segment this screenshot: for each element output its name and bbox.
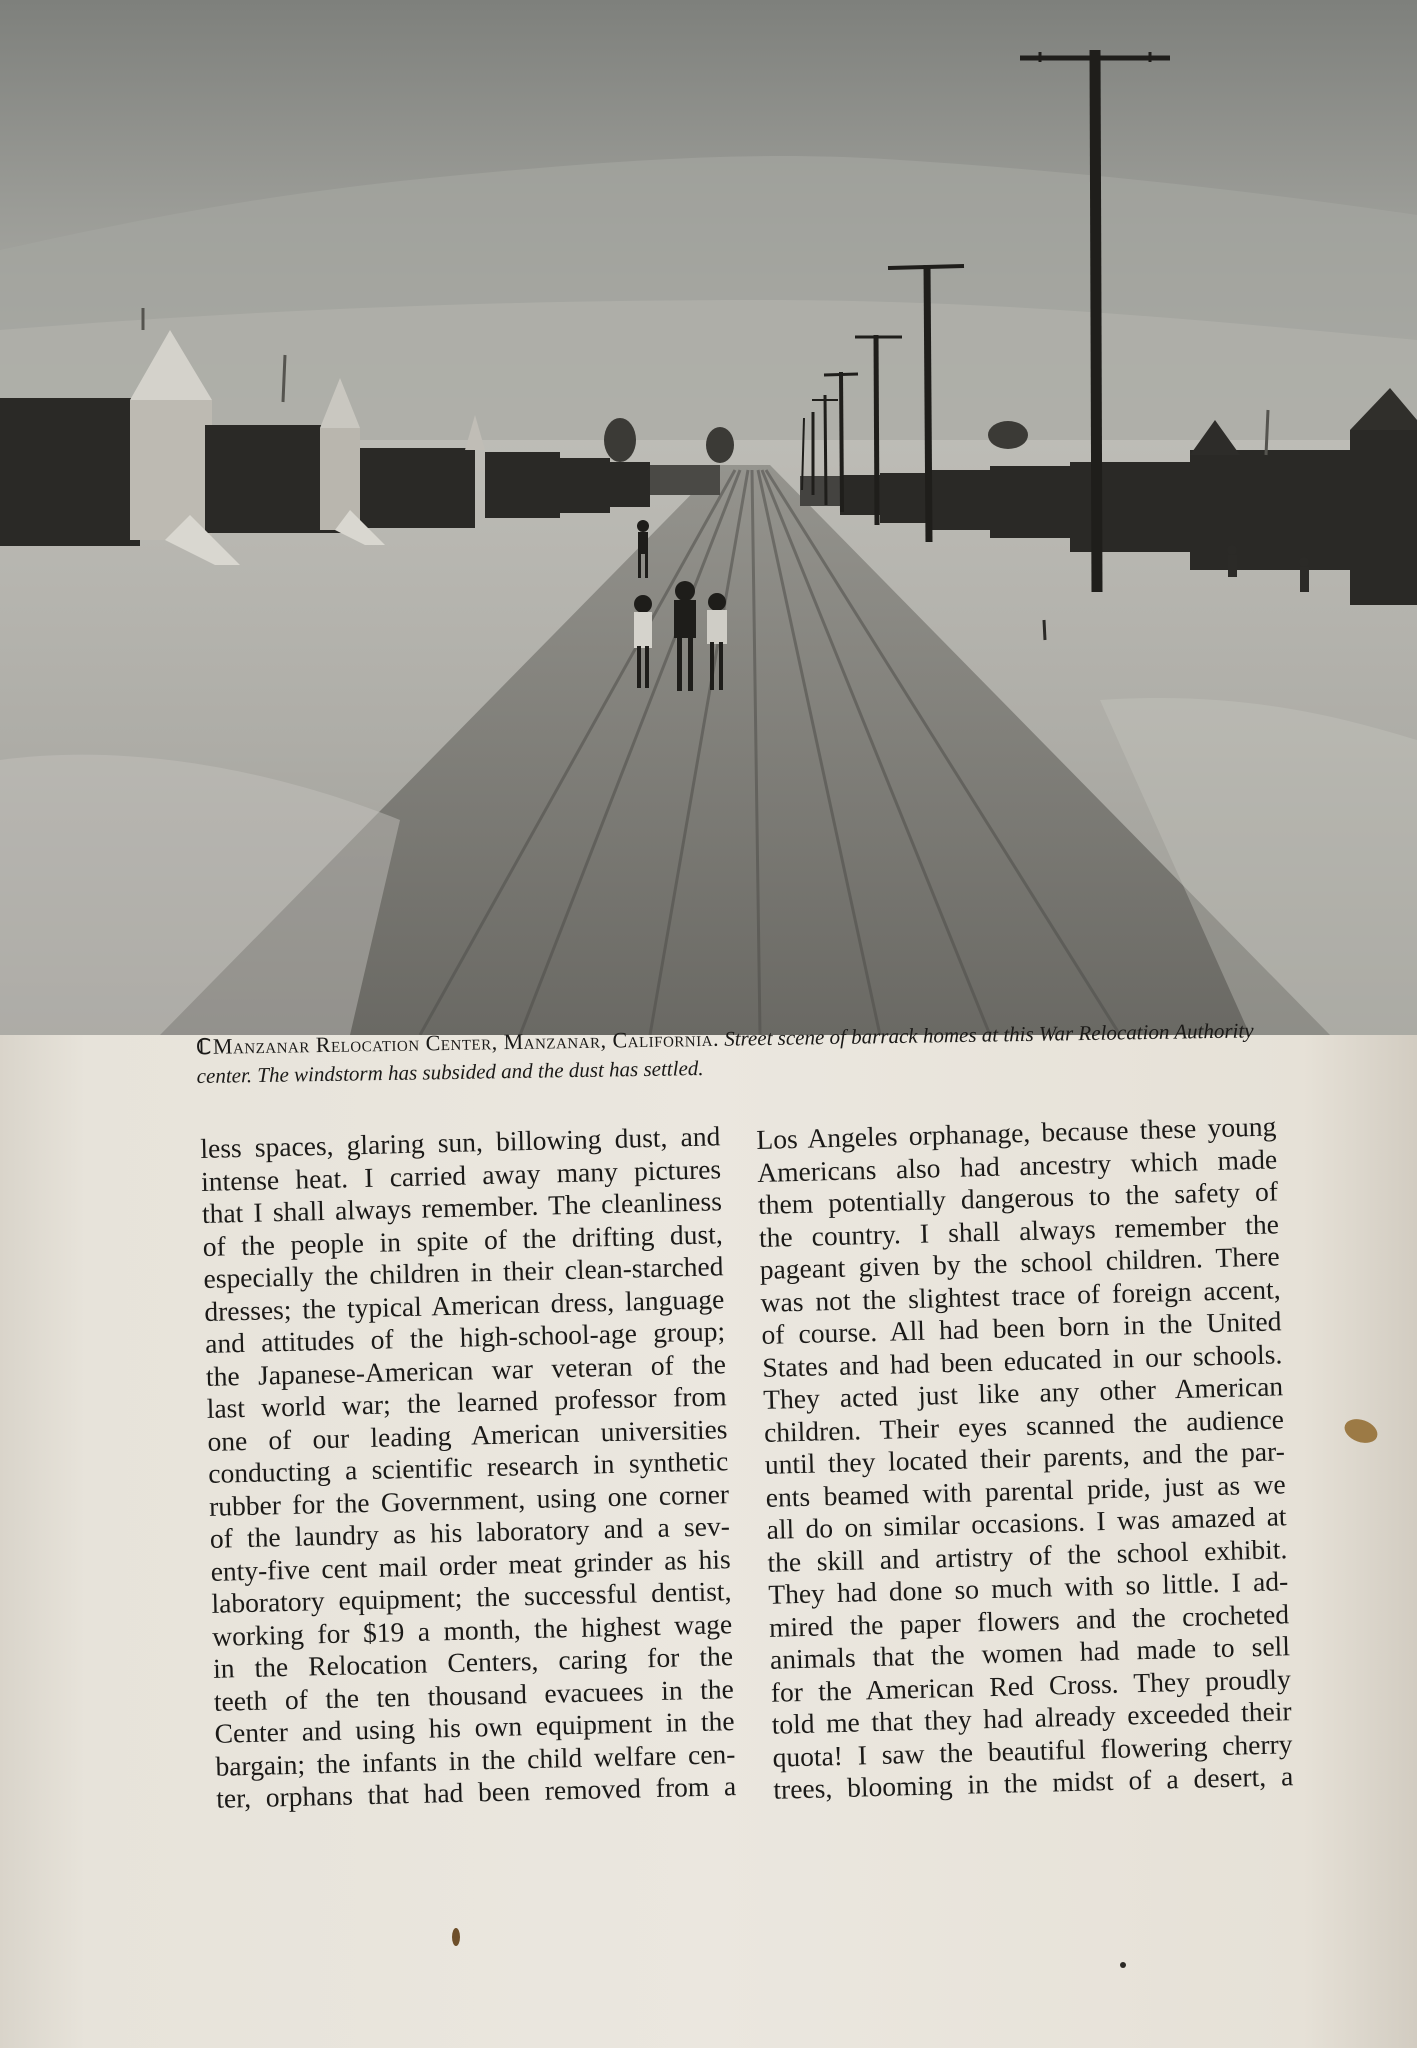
text-line: especially the children in their clean-starched bbox=[203, 1250, 724, 1294]
text-line: of the laundry as his laboratory and a sev- bbox=[209, 1510, 731, 1554]
text-line: was not the slightest trace of foreign accent, bbox=[760, 1272, 1281, 1318]
text-line: They had done so much with so little. I ad- bbox=[767, 1565, 1289, 1610]
text-line: told me that they had already exceeded their bbox=[771, 1695, 1292, 1740]
right-text-column bbox=[756, 1110, 1294, 1806]
text-line: the skill and artistry of the school exhibit. bbox=[767, 1532, 1288, 1578]
caption-description: Street scene of barrack homes at this War Relocation Authority center. The windstorm has subsided and the dust has settled. bbox=[196, 1018, 1254, 1088]
text-line: rubber for the Government, using one corner bbox=[208, 1477, 730, 1522]
text-line: less spaces, glaring sun, billowing dust, and bbox=[200, 1120, 721, 1164]
text-line: dresses; the typical American dress, language bbox=[203, 1282, 725, 1327]
text-line: Americans also had ancestry which made bbox=[756, 1142, 1278, 1188]
text-line: Center and using his own equipment in the bbox=[214, 1705, 735, 1749]
text-line: one of our leading American universities bbox=[207, 1412, 728, 1457]
text-line: quota! I saw the beautiful flowering cherry bbox=[772, 1727, 1293, 1773]
text-line: in the Relocation Centers, caring for the bbox=[212, 1640, 734, 1684]
text-line: bargain; the infants in the child welfare cen- bbox=[215, 1737, 736, 1782]
text-line: that I shall always remember. The cleanliness bbox=[201, 1185, 723, 1229]
text-line: Los Angeles orphanage, because these young bbox=[756, 1110, 1277, 1155]
caption-place: Manzanar Relocation Center, Manzanar, California. bbox=[212, 1025, 720, 1059]
text-line: mired the paper flowers and the crocheted bbox=[768, 1597, 1290, 1643]
text-line: the Japanese-American war veteran of the bbox=[205, 1347, 727, 1392]
text-line: of course. All had been born in the United bbox=[761, 1305, 1282, 1350]
text-line: and attitudes of the high-school-age group; bbox=[204, 1315, 726, 1359]
paper-stain bbox=[1120, 1962, 1126, 1968]
paper-stain bbox=[452, 1928, 460, 1946]
text-line: conducting a scientific research in synthetic bbox=[207, 1445, 729, 1489]
text-line: intense heat. I carried away many pictures bbox=[200, 1152, 722, 1197]
text-line: all do on similar occasions. I was amazed at bbox=[766, 1500, 1287, 1545]
text-line: laboratory equipment; the successful dentist, bbox=[211, 1575, 732, 1619]
text-line: They acted just like any other American bbox=[762, 1370, 1284, 1415]
text-line: for the American Red Cross. They proudly bbox=[770, 1662, 1292, 1708]
left-text-column bbox=[200, 1120, 737, 1815]
text-line: States and had been educated in our schools. bbox=[761, 1337, 1283, 1383]
text-line: ents beamed with parental pride, just as we bbox=[765, 1467, 1286, 1513]
text-line: trees, blooming in the midst of a desert, a bbox=[773, 1760, 1294, 1805]
text-line: pageant given by the school children. There bbox=[759, 1240, 1281, 1285]
paper-stain bbox=[1341, 1415, 1380, 1447]
text-line: them potentially dangerous to the safety of bbox=[757, 1175, 1279, 1220]
text-line: children. Their eyes scanned the audience bbox=[763, 1402, 1285, 1448]
text-line: ter, orphans that had been removed from a bbox=[215, 1770, 737, 1814]
text-line: of the people in spite of the drifting dust, bbox=[202, 1217, 723, 1262]
text-line: enty-five cent mail order meat grinder as his bbox=[210, 1542, 731, 1587]
text-line: teeth of the ten thousand evacuees in the bbox=[213, 1672, 735, 1717]
caption-bullet: ℂ bbox=[196, 1034, 212, 1059]
text-line: the country. I shall always remember the bbox=[758, 1207, 1280, 1253]
text-line: last world war; the learned professor from bbox=[206, 1380, 727, 1424]
text-line: working for $19 a month, the highest wage bbox=[211, 1607, 733, 1652]
text-line: until they located their parents, and the par- bbox=[764, 1435, 1286, 1480]
text-line: animals that the women had made to sell bbox=[769, 1630, 1291, 1675]
